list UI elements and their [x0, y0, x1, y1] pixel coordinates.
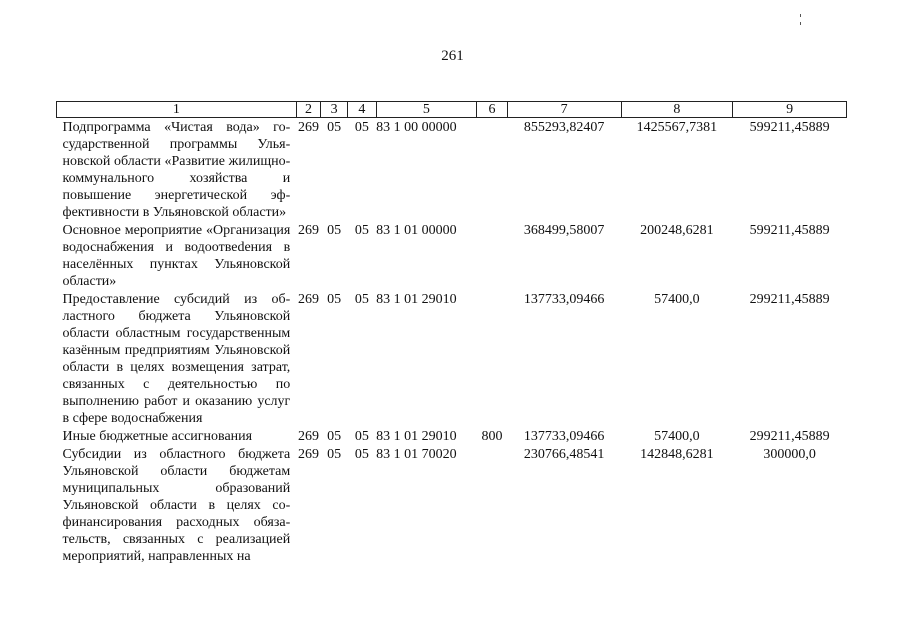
header-col-5: 5	[376, 102, 476, 118]
scan-speck	[800, 22, 801, 25]
row-code-subsection: 05	[354, 447, 369, 462]
row-code-subsection: 05	[354, 429, 369, 444]
row-code-ministry: 269	[298, 120, 320, 135]
row-target-article: 83 1 01 00000	[376, 223, 457, 238]
header-col-7: 7	[507, 102, 621, 118]
row-amount-7: 137733,09466	[523, 292, 605, 307]
table-row	[57, 118, 847, 222]
row-amount-8: 1425567,7381	[636, 120, 718, 135]
row-amount-9: 599211,45889	[749, 223, 830, 238]
row-code-section: 05	[327, 429, 342, 444]
row-code-section: 05	[327, 120, 342, 135]
row-target-article: 83 1 01 29010	[376, 292, 457, 307]
row-code-ministry: 269	[298, 292, 320, 307]
row-amount-8: 200248,6281	[640, 223, 714, 238]
row-name: Иные бюджетные ассигнования	[62, 429, 253, 444]
row-target-article: 83 1 01 29010	[376, 429, 457, 444]
row-amount-9: 599211,45889	[749, 120, 830, 135]
budget-table	[56, 101, 847, 565]
row-expense-type	[477, 118, 508, 222]
row-code-subsection: 05	[354, 120, 369, 135]
table-row	[57, 290, 847, 427]
row-code-subsection: 05	[354, 292, 369, 307]
row-name: Подпрограмма «Чистая вода» государственной программы Ульяновской области «Развитие жилищно-коммунального хозяйства и повышение энергетической эффективности в Ульяновской области»	[62, 120, 291, 220]
row-code-section: 05	[327, 447, 342, 462]
table-row	[57, 427, 847, 445]
table-row	[57, 445, 847, 565]
row-expense-type: 800	[481, 429, 503, 444]
row-code-ministry: 269	[298, 429, 320, 444]
row-amount-7: 137733,09466	[523, 429, 605, 444]
header-col-8: 8	[621, 102, 733, 118]
row-amount-8: 57400,0	[654, 429, 700, 444]
row-amount-9: 299211,45889	[749, 292, 830, 307]
page-number: 261	[441, 48, 464, 64]
row-expense-type	[477, 290, 508, 427]
header-row	[57, 102, 847, 118]
row-name: Основное мероприятие «Организация водоснабжения и водоотвеdения в населённых пунктах Ульяновской области»	[62, 223, 291, 289]
header-col-9: 9	[733, 102, 847, 118]
header-col-3: 3	[321, 102, 348, 118]
row-target-article: 83 1 01 70020	[376, 447, 457, 462]
header-col-4: 4	[347, 102, 376, 118]
row-amount-7: 368499,58007	[523, 223, 605, 238]
row-name: Субсидии из областного бюджета Ульяновской области бюджетам муниципальных образований Ульяновской области в целях софинансирования расходных обязательств, связанных с реализацией мероприятий, направленных на	[62, 447, 291, 564]
row-amount-9: 300000,0	[763, 447, 816, 462]
row-amount-8: 57400,0	[654, 292, 700, 307]
header-col-6: 6	[477, 102, 508, 118]
row-expense-type	[477, 445, 508, 565]
header-col-1: 1	[57, 102, 297, 118]
row-amount-7: 855293,82407	[523, 120, 605, 135]
row-name: Предоставление субсидий из областного бюджета Ульяновской области областным государственным казённым предприятиям Ульяновской области в целях возмещения затрат, связанных с деятельностью по выполнению работ и оказанию услуг в сфере водоснабжения	[62, 292, 291, 426]
row-expense-type	[477, 221, 508, 290]
row-amount-7: 230766,48541	[523, 447, 605, 462]
row-code-ministry: 269	[298, 223, 320, 238]
row-code-subsection: 05	[354, 223, 369, 238]
row-target-article: 83 1 00 00000	[376, 120, 457, 135]
row-amount-8: 142848,6281	[640, 447, 714, 462]
scan-speck	[800, 14, 801, 17]
row-amount-9: 299211,45889	[749, 429, 830, 444]
table-row	[57, 221, 847, 290]
row-code-ministry: 269	[298, 447, 320, 462]
row-code-section: 05	[327, 292, 342, 307]
row-code-section: 05	[327, 223, 342, 238]
header-col-2: 2	[296, 102, 321, 118]
